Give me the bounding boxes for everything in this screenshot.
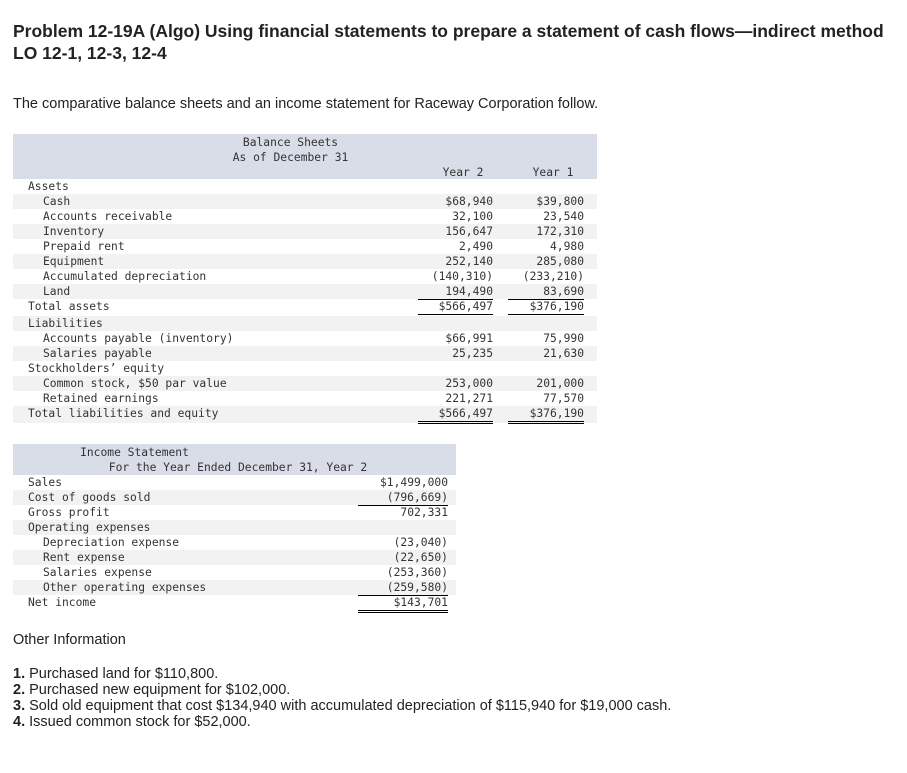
row-label: Retained earnings xyxy=(43,392,159,405)
table-row xyxy=(13,299,597,316)
income-statement-title: Income Statement xyxy=(80,446,189,459)
table-row xyxy=(13,391,597,406)
item-text: Purchased land for $110,800. xyxy=(25,666,219,682)
income-statement-table xyxy=(13,444,456,612)
year1-value: 285,080 xyxy=(536,255,584,268)
row-label: Depreciation expense xyxy=(43,536,180,549)
year1-value: $376,190 xyxy=(508,406,584,424)
year2-value: $66,991 xyxy=(445,332,493,345)
table-row xyxy=(13,284,597,299)
year2-value xyxy=(418,179,493,194)
row-label: Equipment xyxy=(43,255,105,268)
row-label: Common stock, $50 par value xyxy=(43,377,227,390)
row-label: Gross profit xyxy=(28,506,110,519)
year2-value: 253,000 xyxy=(445,377,493,390)
row-label: Accounts receivable xyxy=(43,210,173,223)
table-row xyxy=(13,316,597,331)
item-text: Sold old equipment that cost $134,940 with accumulated depreciation of $115,940 for $19,000 cash. xyxy=(25,698,672,714)
other-info-item xyxy=(13,682,671,698)
other-info-item xyxy=(13,698,671,714)
year1-value: $376,190 xyxy=(508,299,584,317)
table-row xyxy=(13,565,456,580)
row-label: Liabilities xyxy=(28,317,103,330)
balance-sheet-subtitle: As of December 31 xyxy=(232,151,349,164)
row-label: Rent expense xyxy=(43,551,125,564)
year1-value: 201,000 xyxy=(536,377,584,390)
table-row xyxy=(13,269,597,284)
row-label: Total assets xyxy=(28,300,110,313)
col-year1: Year 1 xyxy=(532,166,574,179)
table-row xyxy=(13,239,597,254)
year1-value: 23,540 xyxy=(543,210,584,223)
year2-value: 32,100 xyxy=(452,210,493,223)
income-statement-subtitle: For the Year Ended December 31, Year 2 xyxy=(108,461,368,474)
table-row xyxy=(13,194,597,209)
amount-value: $143,701 xyxy=(358,595,448,613)
col-year2: Year 2 xyxy=(442,166,484,179)
table-row xyxy=(13,535,456,550)
row-label: Inventory xyxy=(43,225,105,238)
other-info-item xyxy=(13,714,671,730)
year2-value: 2,490 xyxy=(458,240,493,253)
row-label: Salaries payable xyxy=(43,347,152,360)
year1-value xyxy=(508,361,584,376)
row-label: Accumulated depreciation xyxy=(43,270,207,283)
item-number: 3. xyxy=(13,698,26,714)
table-row xyxy=(13,580,456,595)
year1-value xyxy=(508,179,584,194)
amount-value: (796,669) xyxy=(358,490,448,506)
amount-value: (253,360) xyxy=(386,566,448,579)
year1-value xyxy=(508,316,584,331)
year2-value: $566,497 xyxy=(418,406,493,424)
table-row xyxy=(13,209,597,224)
year2-value: $566,497 xyxy=(418,299,493,317)
year1-value: 21,630 xyxy=(543,347,584,360)
year1-value: 75,990 xyxy=(543,332,584,345)
balance-sheet-table xyxy=(13,134,597,423)
year2-value xyxy=(418,361,493,376)
year2-value: 156,647 xyxy=(445,225,493,238)
year1-value: 4,980 xyxy=(549,240,584,253)
row-label: Sales xyxy=(28,476,63,489)
row-label: Stockholders’ equity xyxy=(28,362,165,375)
table-row xyxy=(13,361,597,376)
row-label: Net income xyxy=(28,596,97,609)
row-label: Prepaid rent xyxy=(43,240,125,253)
other-info-item xyxy=(13,666,671,682)
balance-sheet-header xyxy=(13,134,597,179)
row-label: Total liabilities and equity xyxy=(28,407,219,420)
other-info-heading: Other Information xyxy=(13,632,126,648)
year2-value: (140,310) xyxy=(431,270,493,283)
table-row xyxy=(13,376,597,391)
balance-sheet-title: Balance Sheets xyxy=(242,136,339,149)
income-statement-header xyxy=(13,444,456,475)
year2-value: 25,235 xyxy=(452,347,493,360)
problem-title: Problem 12-19A (Algo) Using financial statements to prepare a statement of cash flows—indirect method LO 12-1, 12-3, 12-4 xyxy=(13,21,884,63)
amount-value: $1,499,000 xyxy=(379,476,448,489)
row-label: Salaries expense xyxy=(43,566,152,579)
amount-value: 702,331 xyxy=(400,506,448,519)
item-number: 1. xyxy=(13,666,26,682)
year2-value: 194,490 xyxy=(418,284,493,300)
row-label: Assets xyxy=(28,180,69,193)
table-row xyxy=(13,346,597,361)
table-row xyxy=(13,520,456,535)
year2-value: 221,271 xyxy=(418,391,493,407)
item-text: Purchased new equipment for $102,000. xyxy=(25,682,291,698)
year2-value: 252,140 xyxy=(445,255,493,268)
item-number: 4. xyxy=(13,714,26,730)
item-number: 2. xyxy=(13,682,26,698)
table-row xyxy=(13,505,456,520)
amount-value xyxy=(358,520,448,535)
year1-value: (233,210) xyxy=(522,270,584,283)
table-row xyxy=(13,595,456,612)
year1-value: $39,800 xyxy=(536,195,584,208)
amount-value: (259,580) xyxy=(358,580,448,596)
year2-value xyxy=(418,316,493,331)
row-label: Cash xyxy=(43,195,71,208)
table-row xyxy=(13,475,456,490)
table-row xyxy=(13,490,456,505)
table-row xyxy=(13,550,456,565)
row-label: Other operating expenses xyxy=(43,581,207,594)
year1-value: 77,570 xyxy=(508,391,584,407)
table-row xyxy=(13,224,597,239)
table-row xyxy=(13,254,597,269)
row-label: Cost of goods sold xyxy=(28,491,151,504)
row-label: Land xyxy=(43,285,71,298)
table-row xyxy=(13,406,597,423)
amount-value: (23,040) xyxy=(393,536,448,549)
other-info-list xyxy=(13,666,671,730)
table-row xyxy=(13,331,597,346)
amount-value: (22,650) xyxy=(393,551,448,564)
year1-value: 83,690 xyxy=(508,284,584,300)
table-row xyxy=(13,179,597,194)
row-label: Operating expenses xyxy=(28,521,151,534)
year1-value: 172,310 xyxy=(536,225,584,238)
item-text: Issued common stock for $52,000. xyxy=(25,714,251,730)
row-label: Accounts payable (inventory) xyxy=(43,332,234,345)
intro-text: The comparative balance sheets and an income statement for Raceway Corporation follow. xyxy=(13,96,599,112)
year2-value: $68,940 xyxy=(445,195,493,208)
